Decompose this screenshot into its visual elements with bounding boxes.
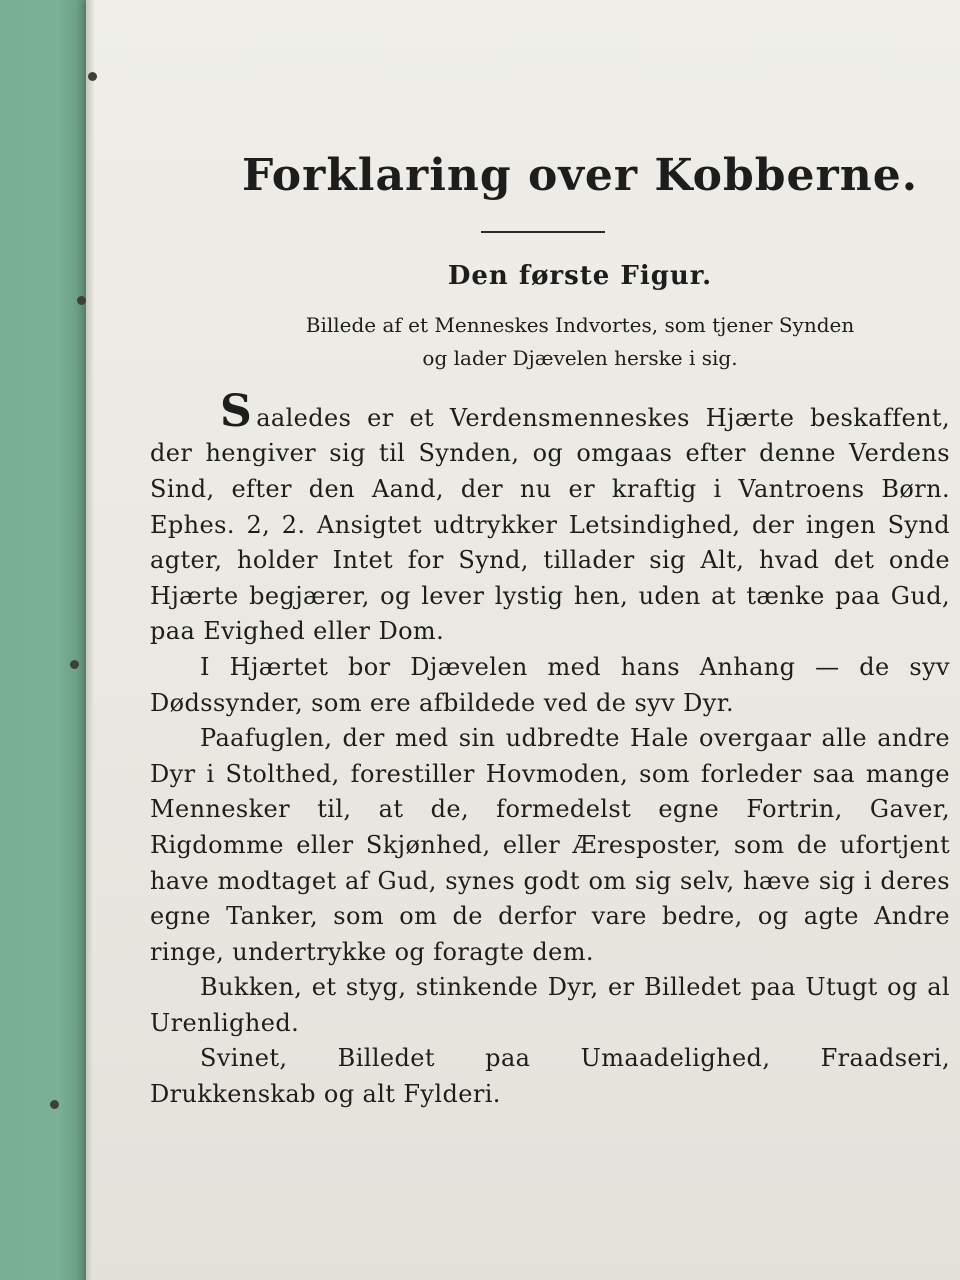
binding-stitch bbox=[88, 72, 97, 81]
page-content bbox=[150, 150, 950, 1113]
title-rule bbox=[481, 231, 605, 233]
paragraph: Svinet, Billedet paa Umaadelighed, Fraadseri, Drukkenskab og alt Fylderi. bbox=[150, 1044, 950, 1109]
drop-cap: S bbox=[220, 385, 253, 437]
page-title: Forklaring over Kobberne. bbox=[241, 150, 919, 201]
body-text bbox=[150, 385, 950, 1113]
paragraph bbox=[150, 385, 950, 650]
paragraph-text: aaledes er et Verdensmenneskes Hjærte beskaffent, der hengiver sig til Synden, og omgaas efter denne Verdens Sind, efter den Aand, der nu er kraftig i Vantroens Børn. Ephes. 2, 2. Ansigtet udtrykker Letsindighed, der ingen Synd agter, holder Intet for Synd, tillader sig Alt, hvad det onde Hjærte begjærer, og lever lystig hen, uden at tænke paa Gud, paa Evighed eller Dom. bbox=[150, 403, 950, 646]
binding-stitch bbox=[50, 1100, 59, 1109]
paragraph: Bukken, et styg, stinkende Dyr, er Billedet paa Utugt og al Urenlighed. bbox=[150, 973, 950, 1037]
figure-caption bbox=[150, 309, 950, 375]
caption-line: og lader Djævelen herske i sig. bbox=[422, 345, 738, 370]
page-edge bbox=[86, 0, 94, 1280]
paragraph: Paafuglen, der med sin udbredte Hale overgaar alle andre Dyr i Stolthed, forestiller Hovmoden, som forleder saa mange Mennesker til, at de, formedelst egne Fortrin, Gaver, Rigdomme eller Skjønhed, eller Æresposter, som de ufortjent have modtaget af Gud, synes godt om sig selv, hæve sig i deres egne Tanker, som om de derfor vare bedre, og agte Andre ringe, undertrykke og foragte dem. bbox=[150, 724, 950, 966]
section-heading: Den første Figur. bbox=[447, 260, 713, 291]
binding-stitch bbox=[70, 660, 79, 669]
caption-line: Billede af et Menneskes Indvortes, som tjener Synden bbox=[305, 312, 855, 337]
paragraph: I Hjærtet bor Djævelen med hans Anhang — de syv Dødssynder, som ere afbildede ved de syv Dyr. bbox=[150, 652, 950, 717]
binding-stitch bbox=[77, 296, 86, 305]
